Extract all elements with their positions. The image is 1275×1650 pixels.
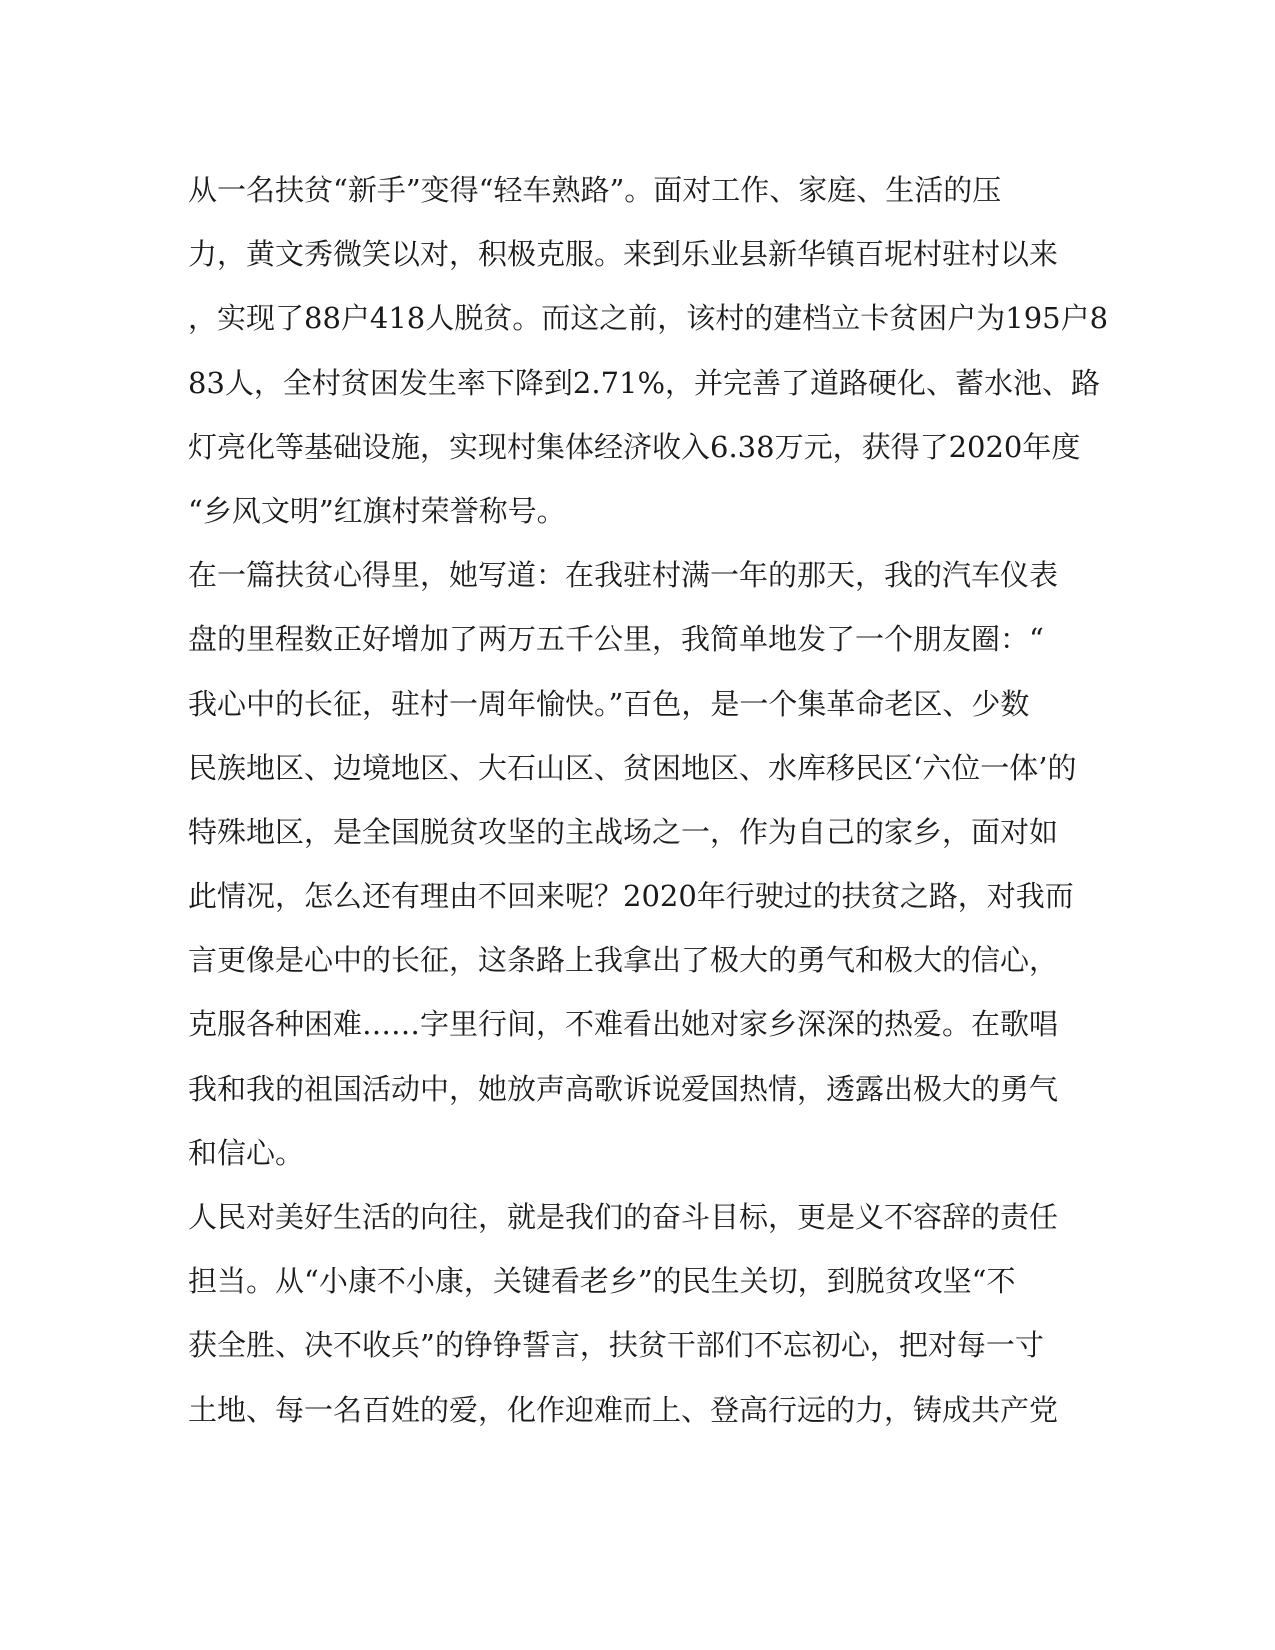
text-line: 灯亮化等基础设施，实现村集体经济收入6.38万元，获得了2020年度 — [188, 429, 1081, 464]
text-line: 土地、每一名百姓的爱，化作迎难而上、登高行远的力，铸成共产党 — [188, 1392, 1059, 1427]
text-line: 盘的里程数正好增加了两万五千公里，我简单地发了一个朋友圈：“ — [188, 622, 1044, 657]
text-line: 担当。从“小康不小康，关键看老乡”的民生关切，到脱贫攻坚“不 — [188, 1264, 1016, 1299]
text-line: 83人，全村贫困发生率下降到2.71%，并完善了道路硬化、蓄水池、路 — [188, 365, 1101, 400]
text-line: “乡风文明”红旗村荣誉称号。 — [188, 493, 566, 528]
text-line: ，实现了88户418人脱贫。而这之前，该村的建档立卡贫困户为195户8 — [188, 301, 1109, 336]
text-line: 克服各种困难……字里行间，不难看出她对家乡深深的热爱。在歌唱 — [188, 1007, 1059, 1042]
text-line: 从一名扶贫“新手”变得“轻车熟路”。面对工作、家庭、生活的压 — [188, 173, 1002, 207]
text-line: 我和我的祖国活动中，她放声高歌诉说爱国热情，透露出极大的勇气 — [188, 1071, 1059, 1106]
text-line: 人民对美好生活的向往，就是我们的奋斗目标，更是义不容辞的责任 — [188, 1200, 1059, 1234]
text-line: 在一篇扶贫心得里，她写道：在我驻村满一年的那天，我的汽车仪表 — [188, 558, 1059, 593]
text-line: 获全胜、决不收兵”的铮铮誓言，扶贫干部们不忘初心，把对每一寸 — [188, 1328, 1044, 1363]
text-line: 民族地区、边境地区、大石山区、贫困地区、水库移民区‘六位一体’的 — [188, 750, 1077, 785]
text-line: 力，黄文秀微笑以对，积极克服。来到乐业县新华镇百坭村驻村以来 — [188, 237, 1059, 272]
body-text — [188, 158, 1109, 1442]
text-line: 特殊地区，是全国脱贫攻坚的主战场之一，作为自己的家乡，面对如 — [188, 814, 1059, 849]
text-line: 我心中的长征，驻村一周年愉快。”百色，是一个集革命老区、少数 — [188, 686, 1030, 721]
text-line: 言更像是心中的长征，这条路上我拿出了极大的勇气和极大的信心， — [188, 943, 1059, 978]
text-line: 此情况，怎么还有理由不回来呢？2020年行驶过的扶贫之路，对我而 — [188, 879, 1074, 914]
text-line: 和信心。 — [188, 1135, 305, 1170]
